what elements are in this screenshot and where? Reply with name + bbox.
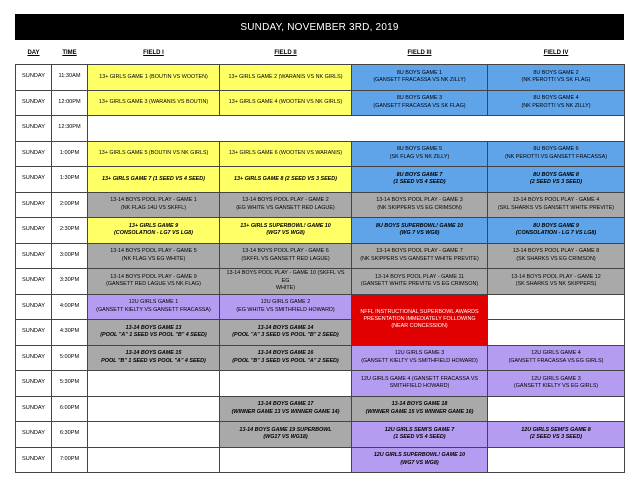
notice-line: PRESENTATION IMMEDIATELY FOLLOWING — [363, 315, 476, 322]
game-line: 13+ GIRLS GAME 4 (WOOTEN VS NK GIRLS) — [228, 99, 343, 106]
game-line: 8U BOYS SUPERBOWL! GAME 10 — [375, 222, 464, 229]
header-field-2: FIELD II — [274, 49, 297, 56]
game-line: (WINNER GAME 15 VS WINNER GAME 16) — [365, 408, 474, 415]
game-line: 12U GIRLS GAME 4 — [531, 350, 581, 357]
time-cell: 1:30PM — [52, 167, 88, 193]
game-cell — [488, 422, 625, 448]
time-cell: 1:00PM — [52, 141, 88, 167]
game-line: 12U GIRLS SUPERBOWL! GAME 10 — [373, 452, 466, 459]
day-cell: SUNDAY — [16, 116, 52, 142]
empty-slot — [220, 371, 352, 397]
game-cell — [220, 167, 352, 193]
game-cell — [488, 218, 625, 244]
game-cell — [88, 218, 220, 244]
game-cell — [88, 65, 220, 91]
game-cell — [488, 90, 625, 116]
table-row — [16, 167, 625, 193]
time-cell: 6:00PM — [52, 396, 88, 422]
game-cell — [220, 345, 352, 371]
table-row — [16, 345, 625, 371]
table-row — [16, 116, 625, 142]
header-field-1: FIELD I — [143, 49, 164, 56]
table-row — [16, 269, 625, 295]
game-line: 13+ GIRLS GAME 7 (1 SEED VS 4 SEED) — [102, 175, 205, 182]
game-line: (NK SKIPPERS VS GANSETT WHITE PREVITE) — [360, 255, 479, 262]
table-row — [16, 90, 625, 116]
game-cell — [220, 90, 352, 116]
game-line: (2 SEED VS 3 SEED) — [529, 434, 583, 441]
game-line: 13-14 BOYS POOL PLAY - GAME 4 — [512, 197, 600, 204]
game-line: 13-14 BOYS GAME 15 — [125, 350, 182, 357]
day-cell: SUNDAY — [16, 269, 52, 295]
game-line: (GANSETT KIELTY VS EG GIRLS) — [513, 383, 599, 390]
empty-slot — [88, 422, 220, 448]
game-line: WHITE) — [275, 284, 296, 291]
game-line: 13+ GIRLS GAME 6 (WOOTEN VS WARANIS) — [228, 150, 343, 157]
game-line: 12U GIRLS GAME 3 — [394, 350, 445, 357]
game-line: (GANSETT WHITE PREVITE VS EG CRIMSON) — [360, 281, 479, 288]
game-line: 12U GIRLS GAME 4 (GANSETT FRACASSA VS — [360, 375, 479, 382]
empty-slot — [88, 371, 220, 397]
game-line: 13-14 BOYS POOL PLAY - GAME 11 — [374, 273, 465, 280]
game-line: 12U GIRLS SEMI'S GAME 7 — [384, 426, 455, 433]
empty-slot — [220, 447, 352, 473]
game-line: (2 SEED VS 3 SEED) — [529, 179, 583, 186]
game-line: POOL "B" 1 SEED VS POOL "A" 4 SEED) — [101, 357, 206, 364]
game-line: 13-14 BOYS POOL PLAY - GAME 8 — [512, 248, 600, 255]
game-cell — [352, 192, 488, 218]
empty-slot — [488, 294, 625, 320]
game-line: 13-14 BOYS POOL PLAY - GAME 2 — [242, 197, 329, 204]
game-cell — [488, 345, 625, 371]
day-cell: SUNDAY — [16, 447, 52, 473]
game-line: (WG 7 VS WG8) — [399, 230, 440, 237]
game-line: 13+ GIRLS GAME 3 (WARANIS VS BOUTIN) — [98, 99, 209, 106]
game-line: (SK FLAG VS NK ZILLY) — [389, 153, 450, 160]
game-line: 13-14 BOYS GAME 13 — [125, 324, 182, 331]
game-cell — [352, 396, 488, 422]
table-row — [16, 192, 625, 218]
game-line: 13-14 BOYS GAME 17 — [257, 401, 314, 408]
time-cell: 5:00PM — [52, 345, 88, 371]
game-line: (SKL SHARKS VS GANSETT WHITE PREVITE) — [497, 204, 615, 211]
game-line: (SKFFL VS GANSETT RED LAGUE) — [241, 255, 330, 262]
game-cell — [88, 345, 220, 371]
game-cell — [352, 65, 488, 91]
game-cell — [88, 167, 220, 193]
day-cell: SUNDAY — [16, 141, 52, 167]
game-line: (GANSETT FRACASSA VS NK ZILLY) — [373, 77, 466, 84]
header-field-3: FIELD III — [407, 49, 432, 56]
schedule-title: SUNDAY, NOVEMBER 3RD, 2019 — [15, 14, 624, 40]
game-line: 13-14 BOYS POOL PLAY - GAME 6 — [242, 248, 329, 255]
game-cell — [88, 141, 220, 167]
awards-notice — [352, 294, 488, 345]
empty-slot — [88, 396, 220, 422]
game-line: 13-14 BOYS GAME 14 — [257, 324, 314, 331]
game-line: (1 SEED VS 4 SEED) — [393, 179, 446, 186]
time-cell: 2:30PM — [52, 218, 88, 244]
time-cell: 11:30AM — [52, 65, 88, 91]
game-cell — [488, 141, 625, 167]
game-cell — [220, 192, 352, 218]
game-line: 8U BOYS GAME 4 — [533, 95, 579, 102]
game-line: 13-14 BOYS POOL PLAY - GAME 5 — [110, 248, 197, 255]
game-cell — [488, 192, 625, 218]
game-line: 8U BOYS GAME 8 — [533, 171, 579, 178]
table-row — [16, 218, 625, 244]
time-cell: 7:00PM — [52, 447, 88, 473]
game-cell — [220, 218, 352, 244]
game-line: 13+ GIRLS GAME 2 (WARANIS VS NK GIRLS) — [228, 73, 343, 80]
game-cell — [88, 192, 220, 218]
day-cell: SUNDAY — [16, 345, 52, 371]
game-line: 8U BOYS GAME 7 — [396, 171, 443, 178]
day-cell: SUNDAY — [16, 192, 52, 218]
table-row — [16, 422, 625, 448]
table-row — [16, 396, 625, 422]
game-line: (1 SEED VS 4 SEED) — [393, 434, 446, 441]
time-cell: 2:00PM — [52, 192, 88, 218]
game-line: (NK PEROTTI VS NK ZILLY) — [521, 102, 591, 109]
game-line: (GANSETT FRACASSA VS EG GIRLS) — [508, 357, 604, 364]
header-time: TIME — [62, 49, 77, 56]
game-cell — [352, 243, 488, 269]
game-cell — [220, 141, 352, 167]
game-line: (EG WHITE VS GANSETT RED LAGUE) — [236, 204, 335, 211]
game-line: 13+ GIRLS GAME 5 (BOUTIN VS NK GIRLS) — [98, 150, 209, 157]
game-line: SMITHFIELD HOWARD) — [389, 383, 450, 390]
game-cell — [88, 269, 220, 295]
game-line: 13-14 BOYS POOL PLAY - GAME 10 (SKFFL VS EG — [226, 270, 345, 284]
table-row — [16, 141, 625, 167]
game-cell — [352, 269, 488, 295]
game-line: (POOL "B" 3 SEED VS POOL "A" 2 SEED) — [232, 357, 339, 364]
time-cell: 6:30PM — [52, 422, 88, 448]
game-cell — [352, 371, 488, 397]
game-line: 13+ GIRLS GAME 9 — [128, 222, 179, 229]
game-line: (GANSETT KIELTY VS GANSETT FRACASSA) — [96, 306, 211, 313]
game-line: 8U BOYS GAME 2 — [533, 69, 579, 76]
game-line: 13-14 BOYS POOL PLAY - GAME 9 — [110, 273, 197, 280]
game-cell — [220, 65, 352, 91]
game-line: 8U BOYS GAME 9 — [533, 222, 579, 229]
time-cell: 4:30PM — [52, 320, 88, 346]
empty-slot — [488, 447, 625, 473]
game-cell — [488, 243, 625, 269]
game-line: (GANSETT FRACASSA VS SK FLAG) — [373, 102, 466, 109]
game-line: 13-14 BOYS GAME 16 — [257, 350, 314, 357]
game-cell — [220, 396, 352, 422]
game-line: (NK PEROTTI VS SK FLAG) — [521, 77, 591, 84]
time-cell: 3:30PM — [52, 269, 88, 295]
game-line: 8U BOYS GAME 5 — [396, 146, 443, 153]
day-cell: SUNDAY — [16, 243, 52, 269]
table-row — [16, 371, 625, 397]
game-line: (NK PEROTTI VS GANSETT FRACASSA) — [504, 153, 608, 160]
notice-line: NFFL INSTRUCTIONAL SUPERBOWL AWARDS — [360, 308, 479, 315]
game-cell — [220, 269, 352, 295]
day-cell: SUNDAY — [16, 371, 52, 397]
game-cell — [352, 167, 488, 193]
game-line: 13-14 BOYS POOL PLAY - GAME 7 — [376, 248, 463, 255]
game-line: 13+ GIRLS SUPERBOWL! GAME 10 — [240, 222, 331, 229]
day-cell: SUNDAY — [16, 218, 52, 244]
time-cell: 4:00PM — [52, 294, 88, 320]
game-cell — [88, 243, 220, 269]
game-line: (NK FLAG 14U VS SKFFL) — [120, 204, 186, 211]
time-cell: 12:30PM — [52, 116, 88, 142]
table-row — [16, 320, 625, 346]
game-cell — [220, 422, 352, 448]
game-line: 8U BOYS GAME 3 — [396, 95, 443, 102]
game-cell — [88, 320, 220, 346]
game-line: 13+ GIRLS GAME 1 (BOUTIN VS WOOTEN) — [99, 73, 208, 80]
game-cell — [488, 167, 625, 193]
game-line: 12U GIRLS GAME 1 — [128, 299, 179, 306]
game-cell — [88, 90, 220, 116]
game-cell — [352, 90, 488, 116]
game-cell — [488, 65, 625, 91]
game-line: 13-14 BOYS POOL PLAY - GAME 1 — [110, 197, 197, 204]
game-line: (CONSOLATION - LG 7 VS LG8) — [515, 230, 597, 237]
game-cell — [220, 243, 352, 269]
game-line: 13-14 BOYS GAME 19 SUPERBOWL — [239, 426, 332, 433]
game-line: (WG7 VS WG8) — [400, 459, 439, 466]
header-row — [16, 42, 625, 65]
game-line: 8U BOYS GAME 1 — [396, 69, 443, 76]
game-line: (WG7 VS WG8) — [266, 230, 305, 237]
game-cell — [488, 269, 625, 295]
game-line: (WG17 VS WG18) — [263, 434, 308, 441]
game-line: 12U GIRLS GAME 3 — [531, 375, 581, 382]
notice-line: (NEAR CONCESSION) — [391, 323, 448, 330]
game-line: 12U GIRLS GAME 2 — [260, 299, 311, 306]
game-line: (NK SKIPPERS VS EG CRIMSON) — [377, 204, 462, 211]
time-cell: 12:00PM — [52, 90, 88, 116]
game-cell — [488, 371, 625, 397]
day-cell: SUNDAY — [16, 396, 52, 422]
game-cell — [352, 141, 488, 167]
game-line: 13+ GIRLS GAME 8 (2 SEED VS 3 SEED) — [234, 175, 337, 182]
header-day: DAY — [27, 49, 40, 56]
game-line: 12U GIRLS SEMI'S GAME 8 — [521, 426, 591, 433]
game-line: 13-14 BOYS POOL PLAY - GAME 3 — [376, 197, 463, 204]
schedule-table — [15, 42, 625, 473]
game-line: 13-14 BOYS POOL PLAY - GAME 12 — [511, 273, 601, 280]
game-line: (SK SHARKS VS NK SKIPPERS) — [515, 281, 597, 288]
game-cell — [352, 447, 488, 473]
game-line: (NK FLAG VS EG WHITE) — [121, 255, 186, 262]
game-cell — [88, 294, 220, 320]
game-line: (GANSETT KIELTY VS SMITHFIELD HOWARD) — [361, 357, 478, 364]
day-cell: SUNDAY — [16, 167, 52, 193]
game-cell — [352, 345, 488, 371]
game-line: (POOL "A" 1 SEED VS POOL "B" 4 SEED) — [100, 332, 207, 339]
header-field-4: FIELD IV — [543, 49, 569, 56]
game-line: 8U BOYS GAME 6 — [533, 146, 579, 153]
game-line: (EG WHITE VS SMITHFIELD HOWARD) — [236, 306, 335, 313]
time-cell: 5:30PM — [52, 371, 88, 397]
schedule-sheet — [15, 14, 624, 473]
empty-slot — [488, 396, 625, 422]
empty-slot — [88, 116, 625, 142]
game-line: (WINNER GAME 13 VS WINNER GAME 14) — [231, 408, 340, 415]
day-cell: SUNDAY — [16, 65, 52, 91]
table-row — [16, 243, 625, 269]
game-line: 13-14 BOYS GAME 18 — [391, 401, 448, 408]
day-cell: SUNDAY — [16, 422, 52, 448]
game-line: (GANSETT RED LAGUE VS NK FLAG) — [106, 281, 201, 288]
empty-slot — [488, 320, 625, 346]
table-row — [16, 447, 625, 473]
game-cell — [352, 218, 488, 244]
day-cell: SUNDAY — [16, 294, 52, 320]
game-line: (SK SHARKS VS EG CRIMSON) — [516, 255, 596, 262]
game-line: (CONSOLATION - LG7 VS LG8) — [114, 230, 193, 237]
day-cell: SUNDAY — [16, 320, 52, 346]
time-cell: 3:00PM — [52, 243, 88, 269]
table-row — [16, 294, 625, 320]
game-cell — [220, 320, 352, 346]
game-cell — [220, 294, 352, 320]
game-cell — [352, 422, 488, 448]
table-row — [16, 65, 625, 91]
game-line: (POOL "A" 3 SEED VS POOL "B" 2 SEED) — [232, 332, 339, 339]
day-cell: SUNDAY — [16, 90, 52, 116]
empty-slot — [88, 447, 220, 473]
